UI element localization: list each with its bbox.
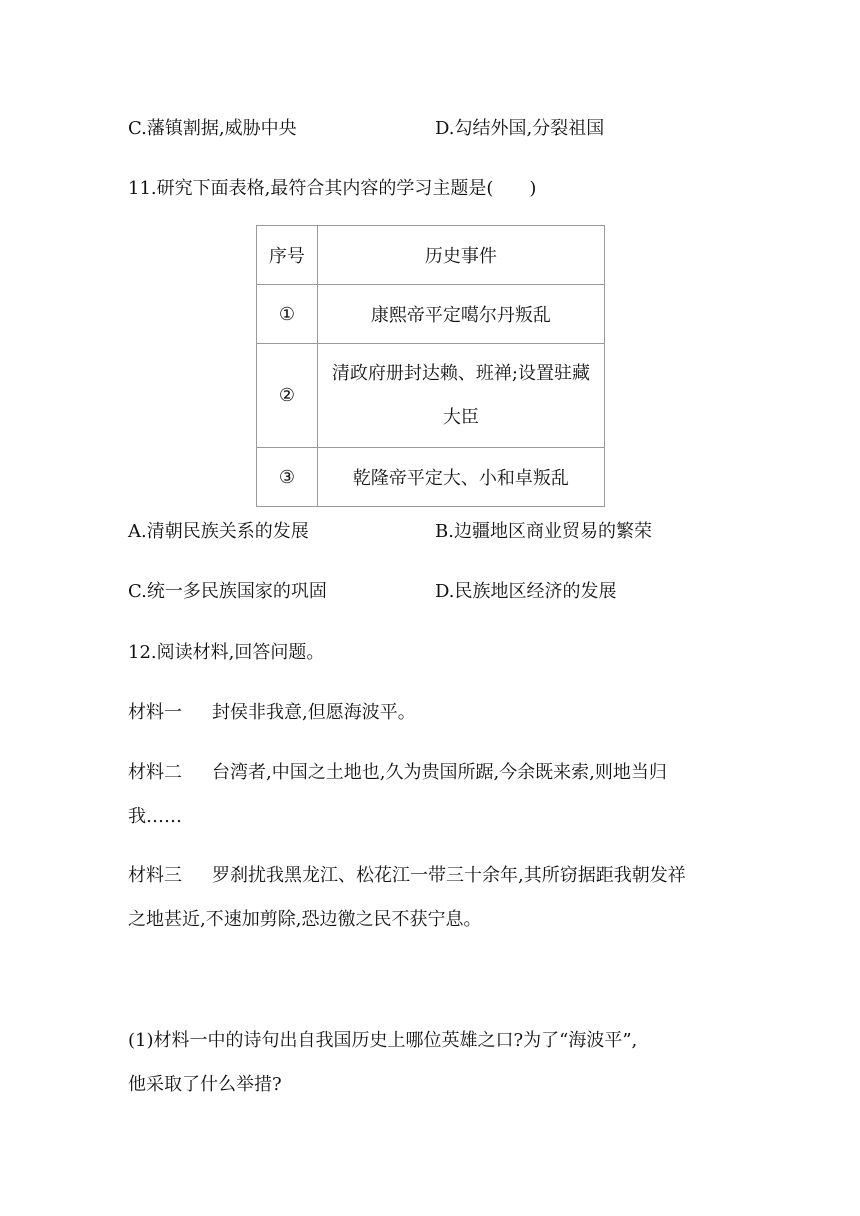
q11-option-c: C.统一多民族国家的巩固	[128, 581, 327, 602]
material-3	[128, 864, 686, 888]
row-event: 康熙帝平定噶尔丹叛乱	[317, 285, 604, 344]
q12-sub1-line1: (1)材料一中的诗句出自我国历史上哪位英雄之口?为了“海波平”,	[128, 1030, 638, 1051]
q11-option-a: A.清朝民族关系的发展	[128, 521, 309, 542]
row-event: 乾隆帝平定大、小和卓叛乱	[317, 448, 604, 507]
material-3-label: 材料三	[128, 865, 182, 886]
header-number: 序号	[257, 226, 318, 285]
material-3-text-line1: 罗刹扰我黑龙江、松花江一带三十余年,其所窃据距我朝发祥	[212, 865, 686, 886]
table-header-row	[257, 226, 605, 285]
q10-option-c: C.藩镇割据,威胁中央	[128, 118, 297, 139]
material-2-text-line1: 台湾者,中国之土地也,久为贵国所踞,今余既来索,则地当归	[212, 762, 667, 783]
q10-option-d: D.勾结外国,分裂祖国	[435, 118, 605, 139]
row-number: ③	[257, 448, 318, 507]
row-number: ①	[257, 285, 318, 344]
q12-sub1-line2: 他采取了什么举措?	[128, 1074, 282, 1095]
material-1-text: 封侯非我意,但愿海波平。	[212, 702, 416, 723]
material-2-text-line2: 我……	[128, 806, 182, 827]
q11-option-b: B.边疆地区商业贸易的繁荣	[435, 521, 652, 542]
row-event-line1: 清政府册封达赖、班禅;设置驻藏	[331, 362, 590, 384]
q12-stem: 12.阅读材料,回答问题。	[128, 642, 325, 663]
material-3-text-line2: 之地甚近,不速加剪除,恐边徼之民不获宁息。	[128, 909, 482, 930]
row-event	[317, 344, 604, 448]
material-2	[128, 761, 667, 785]
material-1-label: 材料一	[128, 702, 182, 723]
table-row	[257, 285, 605, 344]
row-number: ②	[257, 344, 318, 448]
q11-stem: 11.研究下面表格,最符合其内容的学习主题是( )	[128, 178, 537, 199]
header-event: 历史事件	[317, 226, 604, 285]
q11-option-d: D.民族地区经济的发展	[435, 581, 617, 602]
row-event-line2: 大臣	[442, 406, 479, 428]
material-1	[128, 701, 416, 725]
events-table	[256, 225, 605, 507]
table-row	[257, 344, 605, 448]
material-2-label: 材料二	[128, 762, 182, 783]
table-row	[257, 448, 605, 507]
